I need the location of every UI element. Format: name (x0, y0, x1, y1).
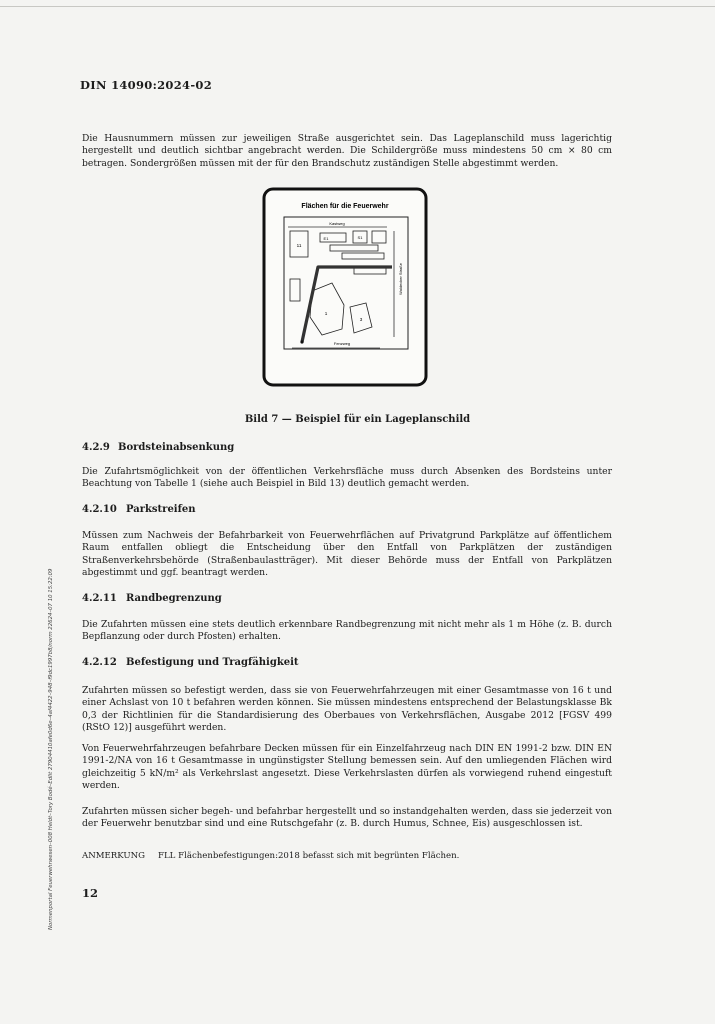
page-edge-line (0, 6, 715, 7)
side-watermark-text: Normenportal Feuerwehrwesen–008 Heldt–Tory Bodé–Edlit 27904410afe0d6e–4af4422–948–f9dc1997b8/norm 22624–07 10 15:22:09 (48, 568, 54, 930)
heading-number: 4.2.9 (82, 442, 110, 453)
heading-text: Bordsteinabsenkung (118, 442, 235, 453)
street-label-top: Kastweg (329, 221, 345, 226)
page-number: 12 (82, 886, 99, 900)
building-s1-label: S1 (357, 235, 363, 240)
paragraph-randbegrenzung: Die Zufahrten müssen eine stets deutlich erkennbare Randbegrenzung mit nicht mehr als 1 m Höhe (z. B. durch Bepflanzung oder durch Pfosten) erhalten. (82, 619, 612, 643)
site-plan-figure (262, 187, 428, 387)
site-plan-svg (262, 187, 428, 387)
paragraph-hausnummern: Die Hausnummern müssen zur jeweiligen Straße ausgerichtet sein. Das Lageplanschild muss lagerichtig hergestellt und deutlich sichtbar angebracht werden. Die Schildergröße muss mindestens 50 cm × 80 cm betragen. Sondergrößen müssen mit der für den Brandschutz zuständigen Stelle abgestimmt werden. (82, 133, 612, 169)
note-anmerkung (82, 851, 459, 861)
paragraph-bordstein: Die Zufahrtsmöglichkeit von der öffentlichen Verkehrsfläche muss durch Absenken des Bordsteins unter Beachtung von Tabelle 1 (siehe auch Beispiel in Bild 13) deutlich gemacht werden. (82, 466, 612, 490)
heading-text: Parkstreifen (126, 504, 196, 515)
heading-4-2-12 (82, 657, 299, 668)
paragraph-befestigung-1: Zufahrten müssen so befestigt werden, dass sie von Feuerwehrfahrzeugen mit einer Gesamtmasse von 16 t und einer Achslast von 10 t befahren werden können. Sie müssen mindestens entsprechend der Belastungsklasse Bk 0,3 der Richtlinien für die Standardisierung des Oberbaues von Verkehrsflächen, Ausgabe 2012 [FGSV 499 (RStO 12)] ausgeführt werden. (82, 685, 612, 734)
figure-caption: Bild 7 — Beispiel für ein Lageplanschild (244, 414, 471, 425)
building-11-label: 11 (296, 243, 302, 248)
heading-4-2-9 (82, 442, 234, 453)
paragraph-befestigung-3: Zufahrten müssen sicher begeh- und befahrbar hergestellt und so instandgehalten werden, dass sie jederzeit von der Feuerwehr benutzbar sind und eine Rutschgefahr (z. B. durch Humus, Schnee, Eis) ausgeschlossen ist. (82, 806, 612, 830)
document-header: DIN 14090:2024-02 (80, 78, 213, 92)
building-3-label: 3 (359, 317, 363, 322)
street-label-bottom: Fenzweg (333, 341, 351, 346)
building-e1-label: E1 (323, 236, 329, 241)
paragraph-befestigung-2: Von Feuerwehrfahrzeugen befahrbare Decken müssen für ein Einzelfahrzeug nach DIN EN 1991-2 bzw. DIN EN 1991-2/NA von 16 t Gesamtmasse in ungünstigster Stellung bemessen sein. Auf den umliegenden Flächen wird gleichzeitig 5 kN/m² als Verkehrslast angesetzt. Diese Verkehrslasten dürfen als vorwiegend ruhend eingestuft werden. (82, 743, 612, 792)
heading-4-2-10 (82, 504, 196, 515)
heading-text: Randbegrenzung (126, 593, 222, 604)
heading-4-2-11 (82, 593, 222, 604)
figure-title: Flächen für die Feuerwehr (301, 203, 389, 210)
heading-text: Befestigung und Tragfähigkeit (126, 657, 299, 668)
paragraph-parkstreifen: Müssen zum Nachweis der Befahrbarkeit von Feuerwehrflächen auf Privatgrund Parkplätze auf öffentlichem Raum entfallen obliegt die Entscheidung über den Entfall von Parkplätzen der zuständigen Straßenverkehrsbehörde (Straßenbaulastträger). Mit dieser Behörde muss der Entfall von Parkplätzen abgestimmt und ggf. beantragt werden. (82, 530, 612, 579)
note-text: FLL Flächenbefestigungen:2018 befasst sich mit begrünten Flächen. (158, 851, 460, 861)
heading-number: 4.2.10 (82, 504, 117, 515)
note-label: ANMERKUNG (82, 851, 146, 861)
street-label-right: Waldecker Straße (398, 263, 403, 295)
heading-number: 4.2.12 (82, 657, 117, 668)
heading-number: 4.2.11 (82, 593, 117, 604)
building-1-label: 1 (324, 311, 328, 316)
access-point-marker (300, 340, 303, 343)
